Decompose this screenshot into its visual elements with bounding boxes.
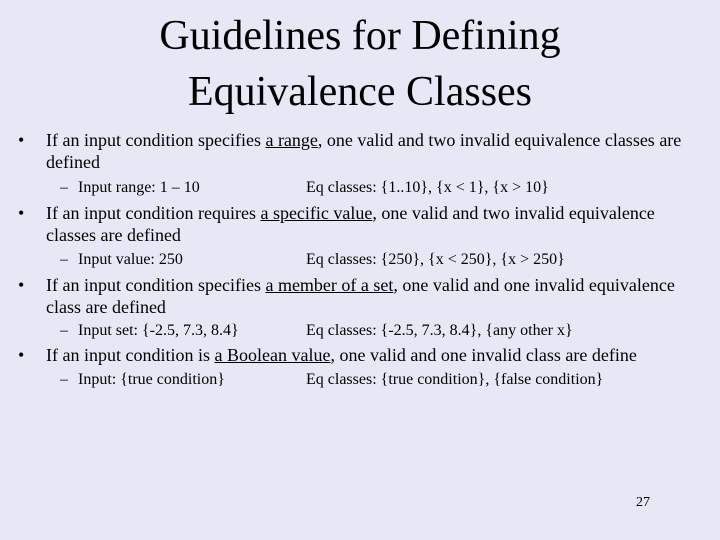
sub-dash: – [60, 371, 68, 388]
bullet-dot: • [18, 130, 25, 150]
bullet-member-of-set [18, 274, 708, 318]
bullet-specific-value [18, 202, 708, 246]
bullet-emphasis: a member of a set [265, 275, 394, 295]
sub-dash: – [60, 322, 68, 339]
slide-title-line-1: Guidelines for Defining [159, 13, 561, 59]
sub-eq-classes: Eq classes: {250}, {x < 250}, {x > 250} [306, 251, 565, 268]
bullet-text: If an input condition requires a specific value, one valid and two invalid equivalence classes are defined [46, 203, 655, 245]
sub-input: Input: {true condition} [78, 371, 225, 388]
bullet-text: If an input condition is a Boolean value, one valid and one invalid class are define [46, 345, 637, 365]
sub-dash: – [60, 251, 68, 268]
slide-title-line-2: Equivalence Classes [187, 69, 533, 115]
bullet-emphasis: a specific value [260, 203, 373, 223]
bullet-boolean-value [18, 344, 708, 366]
bullet-emphasis: a range [265, 130, 318, 150]
sub-eq-classes: Eq classes: {-2.5, 7.3, 8.4}, {any other x} [306, 322, 573, 339]
sub-input: Input range: 1 – 10 [78, 179, 200, 196]
sub-eq-classes: Eq classes: {1..10}, {x < 1}, {x > 10} [306, 179, 549, 196]
bullet-dot: • [18, 345, 25, 365]
sub-dash: – [60, 179, 68, 196]
sub-input: Input set: {-2.5, 7.3, 8.4} [78, 322, 239, 339]
bullet-dot: • [18, 275, 25, 295]
page-number: 27 [636, 495, 650, 510]
bullet-dot: • [18, 203, 25, 223]
bullet-range [18, 129, 708, 173]
bullet-text: If an input condition specifies a member of a set, one valid and one invalid equivalence class are defined [46, 275, 675, 317]
bullet-text: If an input condition specifies a range, one valid and two invalid equivalence classes are defined [46, 130, 682, 172]
slide-title [0, 8, 720, 120]
sub-eq-classes: Eq classes: {true condition}, {false condition} [306, 371, 604, 388]
bullet-emphasis: a Boolean value [214, 345, 331, 365]
sub-input: Input value: 250 [78, 251, 183, 268]
